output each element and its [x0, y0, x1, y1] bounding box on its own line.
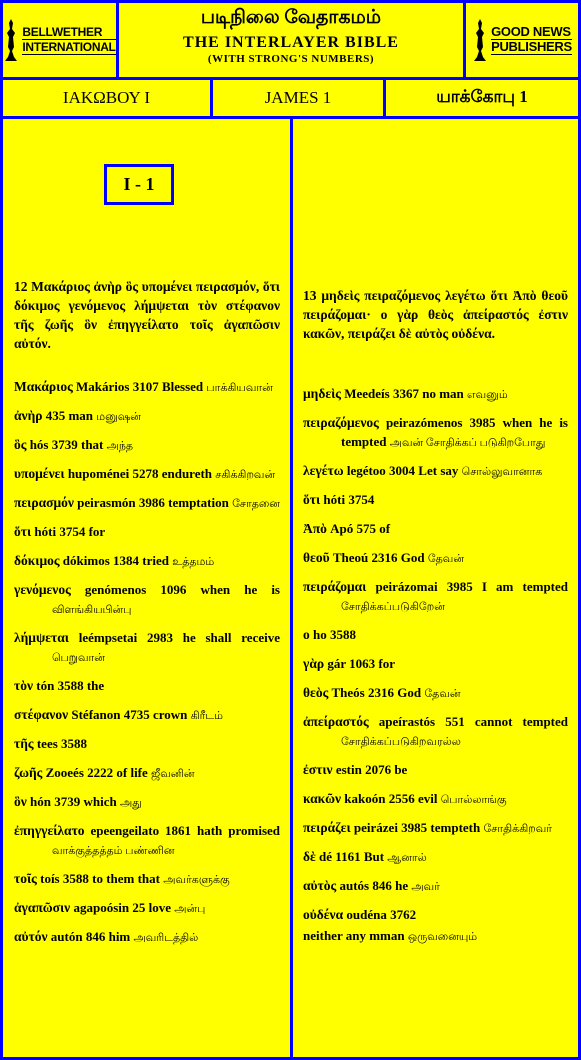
left-verse: 12 Μακάριος ἀνὴρ ὃς υπομένει πειρασμόν, ὅτι δόκιμος γενόμενος λήμψεται τὸν στέφανον τῆς ζωῆς ὃν ἐπηγγείλατο τοῖς ἀγαπῶσιν αὐτόν. [14, 279, 280, 351]
greek-word: Ἀπὸ [303, 521, 327, 536]
list-item [303, 905, 568, 926]
greek-word: ὅτι [14, 524, 32, 539]
right-entries [303, 384, 568, 947]
gloss: Theoú 2316 God [332, 550, 425, 565]
list-item [14, 676, 280, 697]
greek-word: υπομένει [14, 466, 65, 481]
greek-word: τὸν [14, 678, 34, 693]
tamil-gloss: கிரீடம் [190, 710, 223, 722]
list-item [14, 898, 280, 919]
left-logo-line-2: INTERNATIONAL [22, 40, 116, 54]
list-item [303, 625, 568, 646]
right-logo-box [463, 0, 581, 80]
gloss: tón 3588 the [36, 678, 105, 693]
greek-word: τῆς [14, 736, 34, 751]
right-logo-line-1: GOOD NEWS [491, 24, 571, 39]
gloss: autón 846 him [50, 929, 131, 944]
tamil-gloss: பாக்கியவான் [206, 382, 273, 394]
list-item [303, 712, 568, 752]
gloss: peirázei 3985 tempteth [353, 820, 481, 835]
greek-word: μηδεὶς [303, 386, 341, 401]
list-item [14, 763, 280, 784]
gloss: hón 3739 which [30, 794, 117, 809]
greek-word: λήμψεται [14, 630, 69, 645]
greek-word: ο [303, 627, 310, 642]
greek-word: ὅτι [303, 492, 321, 507]
book-english [210, 77, 386, 119]
greek-word: γενόμενος [14, 582, 71, 597]
tamil-gloss: சொல்லுவானாக [461, 466, 543, 478]
greek-word: ζωῆς [14, 765, 43, 780]
list-item [14, 464, 280, 485]
list-item [303, 490, 568, 511]
greek-word: ὃν [14, 794, 27, 809]
final-line-text: neither any mman [303, 928, 405, 943]
list-item [14, 792, 280, 813]
list-item [303, 577, 568, 617]
right-verse: 13 μηδεὶς πειραζόμενος λεγέτω ὅτι Ἀπὸ θεοῦ πειράζομαι· ο γὰρ θεὸς ἀπείραστός ἐστιν κακῶν, πειράζει δὲ αὐτὸς οὐδένα. [303, 288, 568, 341]
greek-word: θεοῦ [303, 550, 330, 565]
gloss: hóti 3754 for [34, 524, 106, 539]
left-logo-box [0, 0, 119, 80]
gloss: apeírastós 551 cannot tempted [378, 714, 568, 729]
tamil-gloss: அவன் சோதிக்கப் படுகிறபோது [389, 437, 546, 449]
statue-icon [3, 17, 19, 63]
gloss: dókimos 1384 tried [62, 553, 169, 568]
tamil-gloss: சோதிக்கப்படுகிறவரல்ல [341, 736, 461, 748]
gloss: Meedeís 3367 no man [344, 386, 464, 401]
greek-word: ἀγαπῶσιν [14, 900, 71, 915]
greek-word: ἐστιν [303, 762, 333, 777]
book-greek-label: ΙΑΚΩΒΟΥ Ι [62, 88, 151, 107]
gloss: Makários 3107 Blessed [76, 379, 204, 394]
gloss: oudéna 3762 [346, 907, 417, 922]
book-english-label: JAMES 1 [264, 88, 332, 107]
tamil-gloss: அது [120, 797, 142, 809]
gloss: autós 846 he [339, 878, 409, 893]
gloss: Apó 575 of [330, 521, 391, 536]
tamil-gloss: பொல்லாங்கு [440, 794, 507, 806]
list-item [303, 760, 568, 781]
tamil-gloss: பெறுவான் [52, 652, 105, 664]
tamil-gloss: உத்தமம் [172, 556, 215, 568]
gloss: genómenos 1096 when he is [84, 582, 280, 597]
gloss: Zooeés 2222 of life [45, 765, 148, 780]
tamil-gloss: விளங்கியபின்பு [52, 604, 132, 616]
gloss: gár 1063 for [327, 656, 395, 671]
list-item [303, 847, 568, 868]
greek-word: πειράζει [303, 820, 351, 835]
tamil-gloss: சகிக்கிறவன் [215, 469, 276, 481]
greek-word: ἀνὴρ [14, 408, 43, 423]
list-item [14, 493, 280, 514]
tamil-gloss: அந்த [106, 440, 134, 452]
list-item [303, 789, 568, 810]
gloss: hupoménei 5278 endureth [67, 466, 213, 481]
greek-word: αὐτὸς [303, 878, 337, 893]
subtitle: (WITH STRONG'S NUMBERS) [207, 53, 375, 65]
tamil-gloss: மனுஷன் [96, 411, 141, 423]
list-item [303, 461, 568, 482]
list-item [14, 927, 280, 948]
right-logo-line-2: PUBLISHERS [491, 39, 572, 54]
book-tamil [383, 77, 581, 119]
greek-word: θεὸς [303, 685, 329, 700]
gloss: peirasmón 3986 temptation [77, 495, 229, 510]
list-item [14, 377, 280, 398]
tamil-gloss: எவனும் [467, 389, 508, 401]
gloss: ho 3588 [313, 627, 356, 642]
tamil-gloss: சோதிக்கப்படுகிறேன் [341, 601, 445, 613]
title-box [116, 0, 466, 80]
gloss: hós 3739 that [29, 437, 104, 452]
tamil-gloss: தேவன் [424, 688, 461, 700]
gloss: peirázomai 3985 I am tempted [375, 579, 569, 594]
greek-word: ὃς [14, 437, 27, 452]
tamil-gloss: அவர் [411, 881, 440, 893]
gloss: kakoón 2556 evil [344, 791, 438, 806]
gloss: toís 3588 to them that [40, 871, 160, 886]
list-item [14, 406, 280, 427]
list-item [303, 876, 568, 897]
greek-word: Μακάριος [14, 379, 73, 394]
list-item [14, 821, 280, 861]
tamil-gloss: வாக்குத்தத்தம் பண்ணின [52, 845, 175, 857]
statue-icon [472, 17, 488, 63]
gloss: 435 man [45, 408, 94, 423]
tamil-gloss: ஜீவனின் [151, 768, 195, 780]
tamil-gloss: ஆனால் [387, 852, 427, 864]
book-greek [0, 77, 213, 119]
tamil-gloss: தேவன் [427, 553, 464, 565]
gloss: Theós 2316 God [331, 685, 422, 700]
greek-word: τοῖς [14, 871, 37, 886]
greek-word: λεγέτω [303, 463, 344, 478]
list-item [303, 654, 568, 675]
tamil-gloss: சோதனை [232, 498, 280, 510]
greek-word: πειράζομαι [303, 579, 367, 594]
gloss: agapoósin 25 love [73, 900, 171, 915]
gloss: estin 2076 be [335, 762, 408, 777]
gloss: legétoo 3004 Let say [346, 463, 459, 478]
gloss: hóti 3754 [323, 492, 375, 507]
list-item [14, 522, 280, 543]
greek-word: αὐτόν [14, 929, 48, 944]
gloss: leémpsetai 2983 he shall receive [78, 630, 280, 645]
left-entries [14, 377, 280, 956]
list-item [303, 384, 568, 405]
tamil-gloss: அவர்களுக்கு [163, 874, 230, 886]
gloss: Stéfanon 4735 crown [71, 707, 188, 722]
left-logo-line-1: BELLWETHER [22, 25, 115, 40]
greek-word: ἀπείραστός [303, 714, 369, 729]
list-item [14, 551, 280, 572]
greek-word: κακῶν [303, 791, 342, 806]
greek-word: πειρασμόν [14, 495, 74, 510]
chapter-label: I - 1 [104, 164, 174, 205]
list-item [14, 628, 280, 668]
tamil-gloss: சோதிக்கிறவர் [483, 823, 552, 835]
tamil-title: படிநிலை வேதாகமம் [200, 7, 382, 28]
list-item [303, 413, 568, 453]
gloss: epeengeilato 1861 hath promised [90, 823, 280, 838]
greek-word: στέφανον [14, 707, 69, 722]
greek-word: πειραζόμενος [303, 415, 379, 430]
book-tamil-label: யாக்கோபு 1 [436, 87, 528, 106]
greek-word: ἐπηγγείλατο [14, 823, 85, 838]
list-item [303, 818, 568, 839]
greek-word: οὐδένα [303, 907, 344, 922]
list-item [14, 435, 280, 456]
tamil-gloss: அவரிடத்தில் [133, 932, 199, 944]
list-item [14, 705, 280, 726]
greek-word: δὲ [303, 849, 316, 864]
gloss: dé 1161 But [319, 849, 385, 864]
list-item [14, 580, 280, 620]
list-item [14, 734, 280, 755]
tamil-gloss: அன்பு [174, 903, 206, 915]
list-item [303, 519, 568, 540]
final-line-tamil: ஒருவனையும் [407, 931, 478, 943]
greek-word: δόκιμος [14, 553, 60, 568]
greek-word: γὰρ [303, 656, 325, 671]
english-title: THE INTERLAYER BIBLE [183, 34, 399, 51]
list-item [14, 869, 280, 890]
gloss: peirazómenos 3985 when he is tempted [341, 415, 568, 449]
list-item [303, 548, 568, 569]
gloss: tees 3588 [36, 736, 88, 751]
final-line [303, 926, 568, 947]
list-item [303, 683, 568, 704]
